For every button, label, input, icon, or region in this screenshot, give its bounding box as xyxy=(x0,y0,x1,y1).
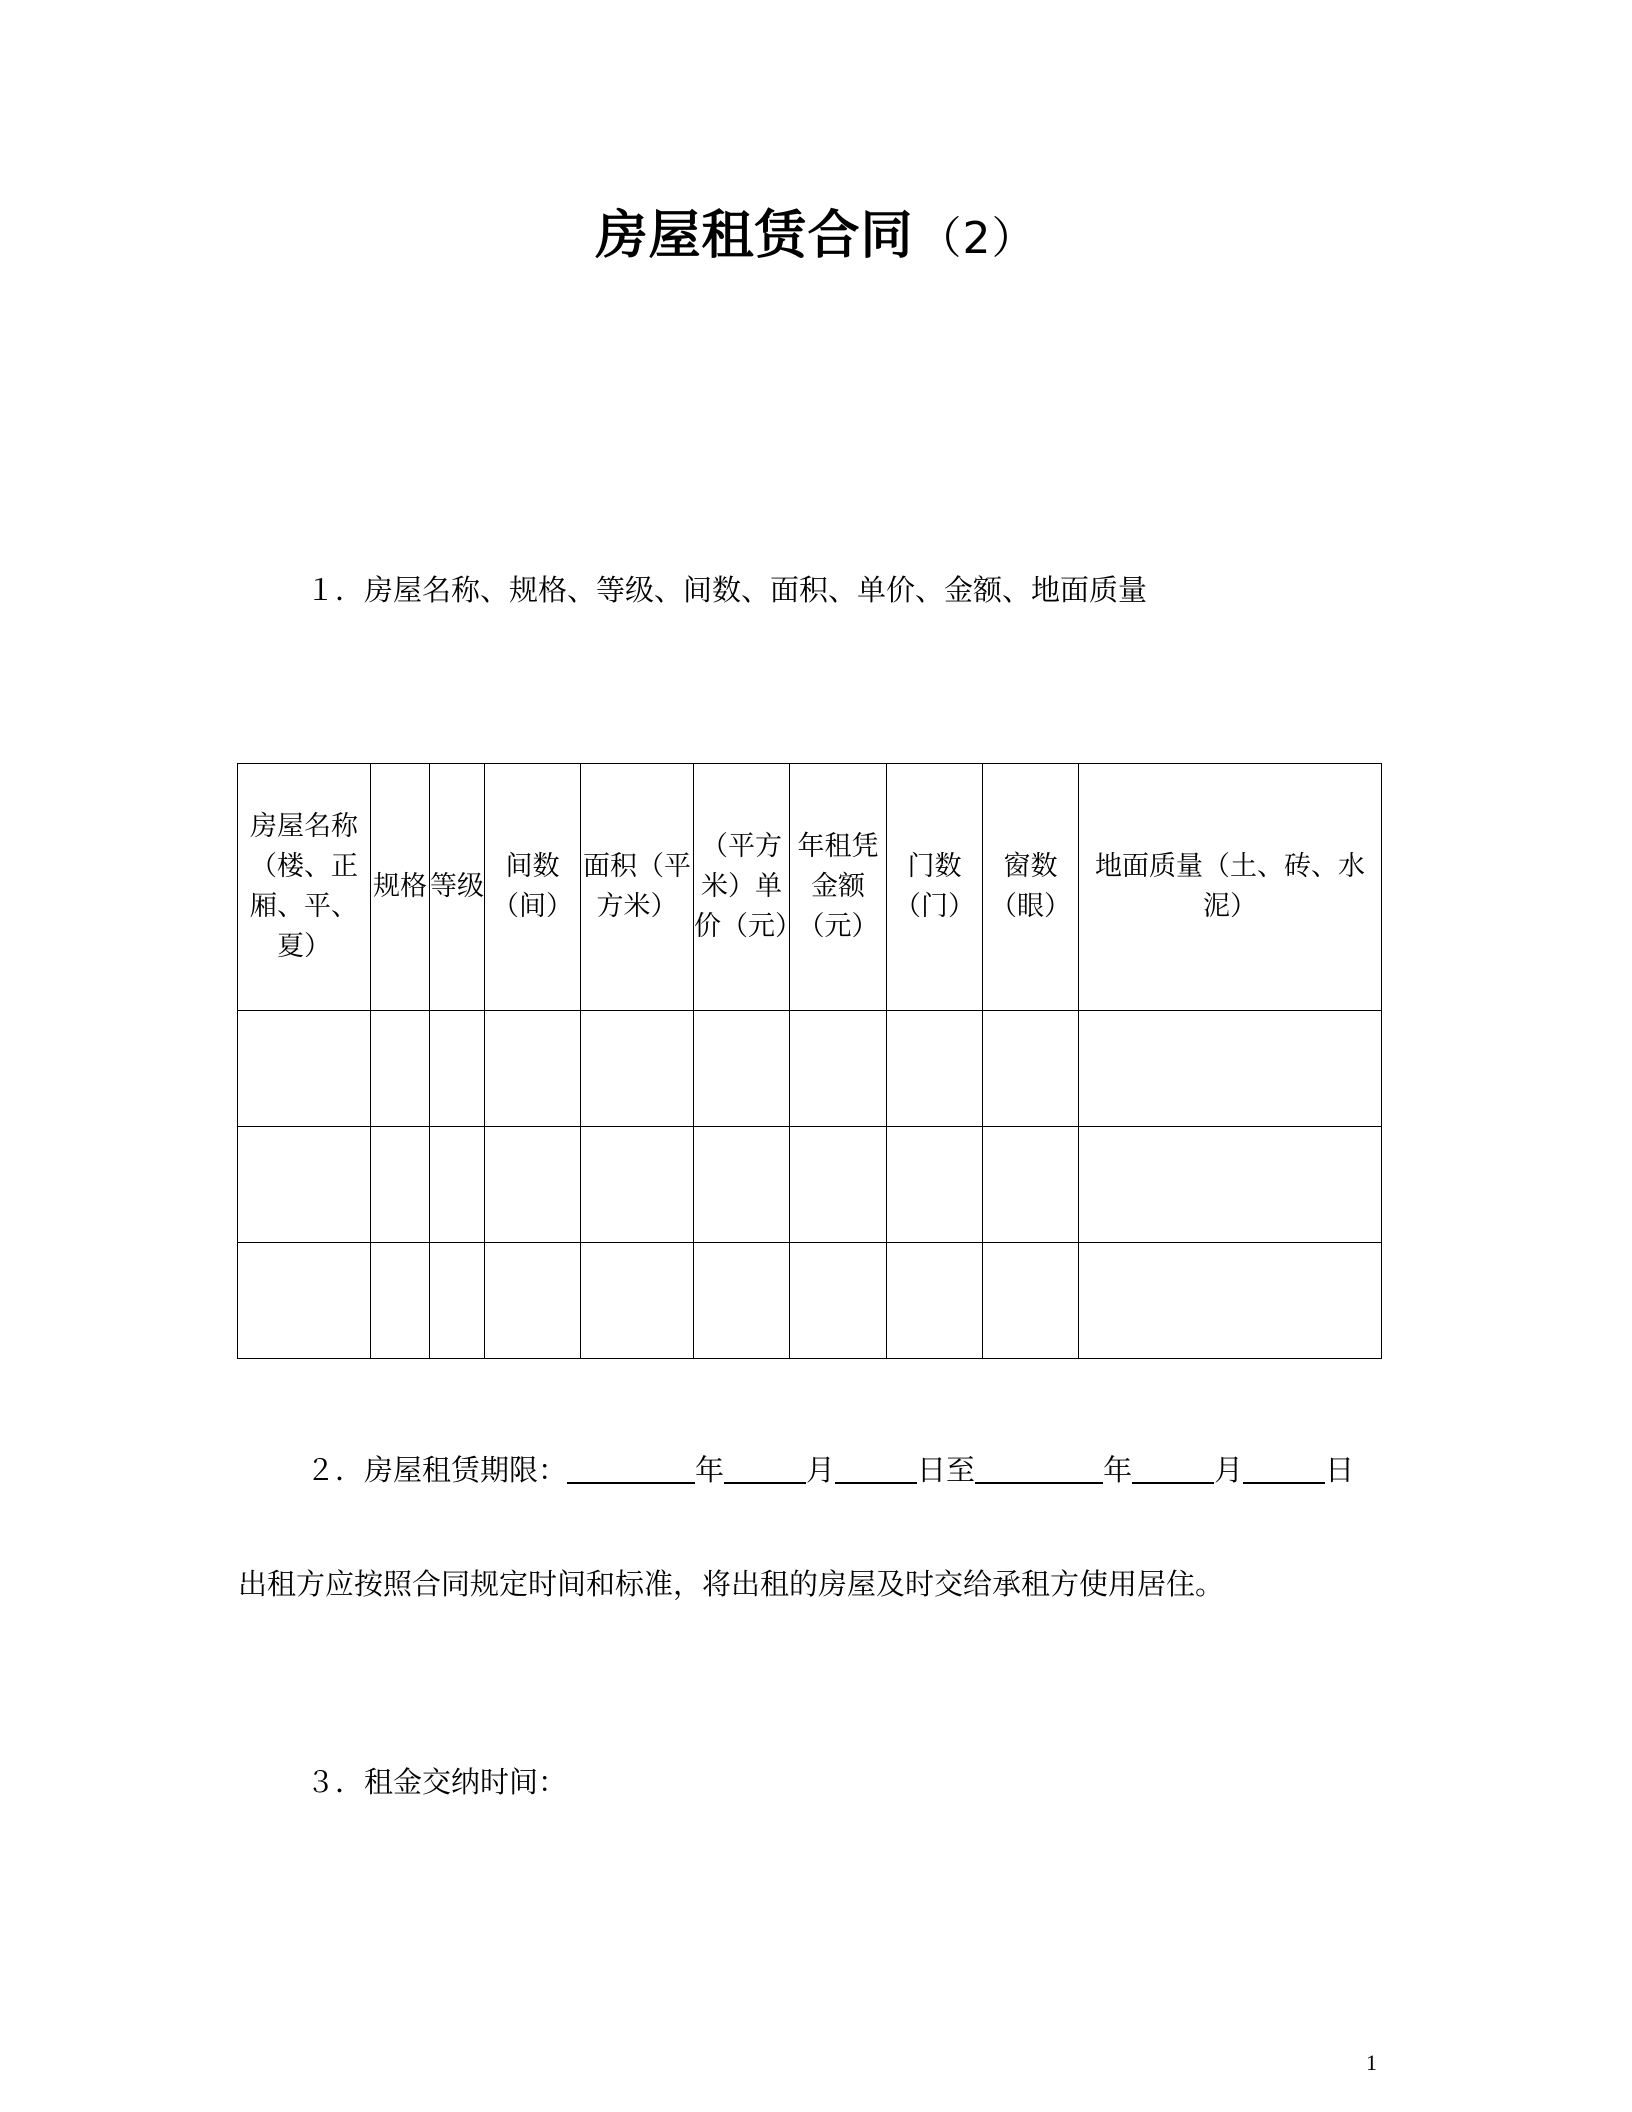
end-month-label: 月 xyxy=(1214,1453,1244,1487)
end-year-blank[interactable] xyxy=(975,1452,1103,1484)
table-cell[interactable] xyxy=(581,1243,694,1359)
table-cell[interactable] xyxy=(371,1011,430,1127)
header-house-name: 房屋名称（楼、正厢、平、夏） xyxy=(238,764,371,1011)
header-unit-price: （平方米）单价（元） xyxy=(694,764,790,1011)
table-cell[interactable] xyxy=(581,1127,694,1243)
table-cell[interactable] xyxy=(887,1243,983,1359)
table-cell[interactable] xyxy=(485,1243,581,1359)
table-cell[interactable] xyxy=(694,1243,790,1359)
start-year-label: 年 xyxy=(695,1453,725,1487)
house-rental-table xyxy=(237,763,1382,1359)
start-day-blank[interactable] xyxy=(835,1452,917,1484)
table-cell[interactable] xyxy=(1079,1011,1382,1127)
day-to-label: 日至 xyxy=(917,1453,976,1487)
table-cell[interactable] xyxy=(485,1011,581,1127)
header-spec: 规格 xyxy=(371,764,430,1011)
header-grade: 等级 xyxy=(430,764,485,1011)
delivery-clause: 出租方应按照合同规定时间和标准，将出租的房屋及时交给承租方使用居住。 xyxy=(238,1567,1225,1601)
header-area: 面积（平方米） xyxy=(581,764,694,1011)
start-month-label: 月 xyxy=(806,1453,836,1487)
table-cell[interactable] xyxy=(430,1127,485,1243)
section-1-heading: １．房屋名称、规格、等级、间数、面积、单价、金额、地面质量 xyxy=(306,573,1148,607)
document-title xyxy=(0,196,1632,279)
table-cell[interactable] xyxy=(371,1243,430,1359)
table-row xyxy=(238,1011,1382,1127)
table-cell[interactable] xyxy=(485,1127,581,1243)
section-2-lease-term xyxy=(306,1450,1354,1490)
table-cell[interactable] xyxy=(790,1127,887,1243)
table-cell[interactable] xyxy=(1079,1127,1382,1243)
start-year-blank[interactable] xyxy=(567,1452,695,1484)
table-cell[interactable] xyxy=(983,1011,1079,1127)
table-cell[interactable] xyxy=(430,1243,485,1359)
table-row xyxy=(238,1243,1382,1359)
end-day-label: 日 xyxy=(1325,1453,1355,1487)
table-cell[interactable] xyxy=(238,1127,371,1243)
header-annual-rent: 年租凭金额（元） xyxy=(790,764,887,1011)
table-cell[interactable] xyxy=(887,1011,983,1127)
section-2-heading: ２．房屋租赁期限： xyxy=(306,1453,568,1487)
table-cell[interactable] xyxy=(371,1127,430,1243)
header-window-count: 窗数（眼） xyxy=(983,764,1079,1011)
header-door-count: 门数（门） xyxy=(887,764,983,1011)
table-cell[interactable] xyxy=(694,1011,790,1127)
table-cell[interactable] xyxy=(983,1243,1079,1359)
table-cell[interactable] xyxy=(1079,1243,1382,1359)
table-row xyxy=(238,1127,1382,1243)
table-cell[interactable] xyxy=(694,1127,790,1243)
section-3-heading: ３．租金交纳时间： xyxy=(306,1765,568,1799)
header-room-count: 间数（间） xyxy=(485,764,581,1011)
header-floor-quality: 地面质量（土、砖、水泥） xyxy=(1079,764,1382,1011)
title-main: 房屋租赁合同 xyxy=(595,206,914,266)
title-suffix: （2） xyxy=(917,213,1037,264)
page-number: 1 xyxy=(1366,2050,1377,2075)
table-cell[interactable] xyxy=(790,1011,887,1127)
table-cell[interactable] xyxy=(238,1011,371,1127)
table-cell[interactable] xyxy=(238,1243,371,1359)
table-cell[interactable] xyxy=(790,1243,887,1359)
table-cell[interactable] xyxy=(887,1127,983,1243)
end-day-blank[interactable] xyxy=(1243,1452,1325,1484)
table-cell[interactable] xyxy=(983,1127,1079,1243)
table-header-row xyxy=(238,764,1382,1011)
end-month-blank[interactable] xyxy=(1132,1452,1214,1484)
table-cell[interactable] xyxy=(430,1011,485,1127)
end-year-label: 年 xyxy=(1103,1453,1133,1487)
start-month-blank[interactable] xyxy=(724,1452,806,1484)
table-cell[interactable] xyxy=(581,1011,694,1127)
